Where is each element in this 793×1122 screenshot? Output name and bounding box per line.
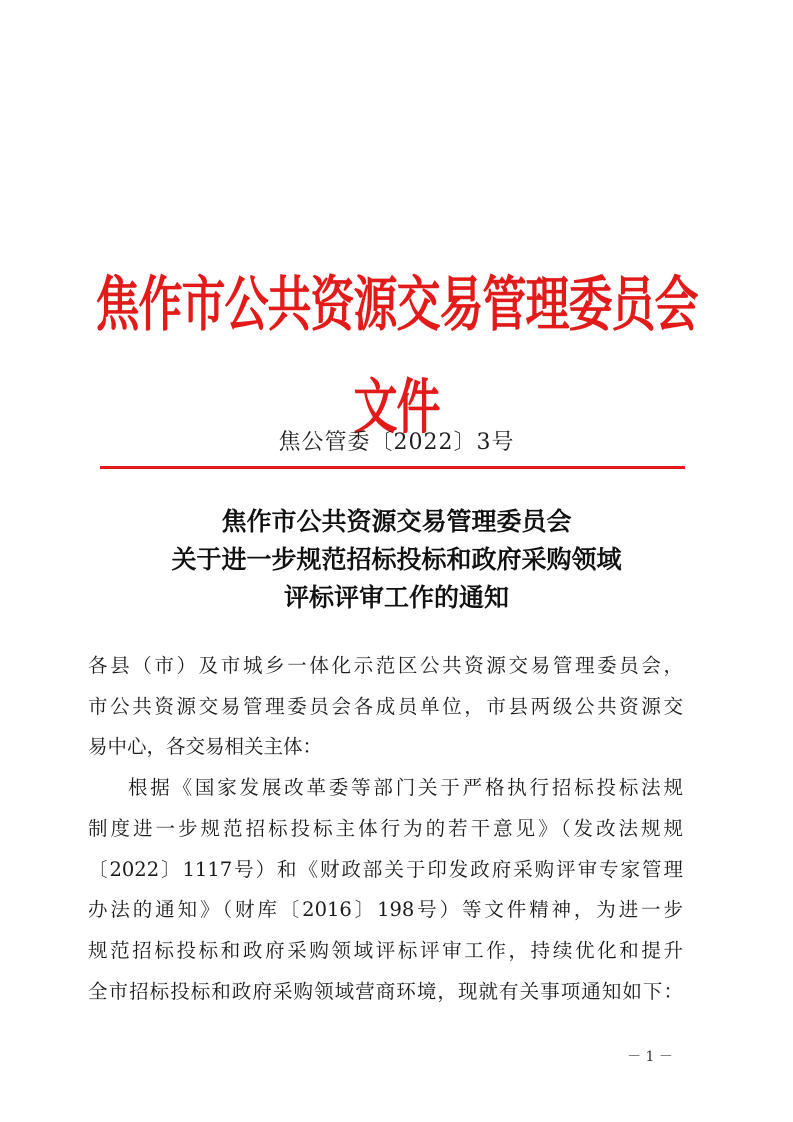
document-number: 焦公管委〔2022〕3号: [278, 430, 515, 455]
page-number: － 1 －: [627, 1049, 673, 1065]
title-line: 关于进一步规范招标投标和政府采购领域: [171, 545, 622, 574]
addressee-line: 各县（市）及市城乡一体化示范区公共资源交易管理委员会，: [88, 654, 683, 677]
addressee-line: 易中心，各交易相关主体：: [88, 735, 323, 759]
title-line: 焦作市公共资源交易管理委员会: [221, 507, 572, 536]
paragraph-line: 全市招标投标和政府采购领域营商环境，现就有关事项通知如下：: [88, 979, 683, 1003]
paragraph-line: 规范招标投标和政府采购领域评标评审工作，持续优化和提升: [88, 938, 683, 962]
notice-title: [0, 503, 793, 617]
masthead-title: 焦作市公共资源交易管理委员会文件: [95, 270, 698, 443]
main-paragraph: [88, 768, 683, 1012]
addressee-block: [88, 646, 683, 768]
paragraph-line: 办法的通知》（财库〔2016〕198号）等文件精神，为进一步: [88, 898, 683, 922]
document-body: [88, 646, 683, 1012]
red-separator-line: [100, 466, 685, 469]
paragraph-line: 根据《国家发展改革委等部门关于严格执行招标投标法规: [128, 776, 683, 800]
paragraph-line: 制度进一步规范招标投标主体行为的若干意见》（发改法规规: [88, 816, 683, 840]
title-line: 评标评审工作的通知: [283, 583, 509, 612]
paragraph-line: 〔2022〕1117号）和《财政部关于印发政府采购评审专家管理: [88, 857, 683, 881]
addressee-line: 市公共资源交易管理委员会各成员单位，市县两级公共资源交: [88, 694, 683, 718]
